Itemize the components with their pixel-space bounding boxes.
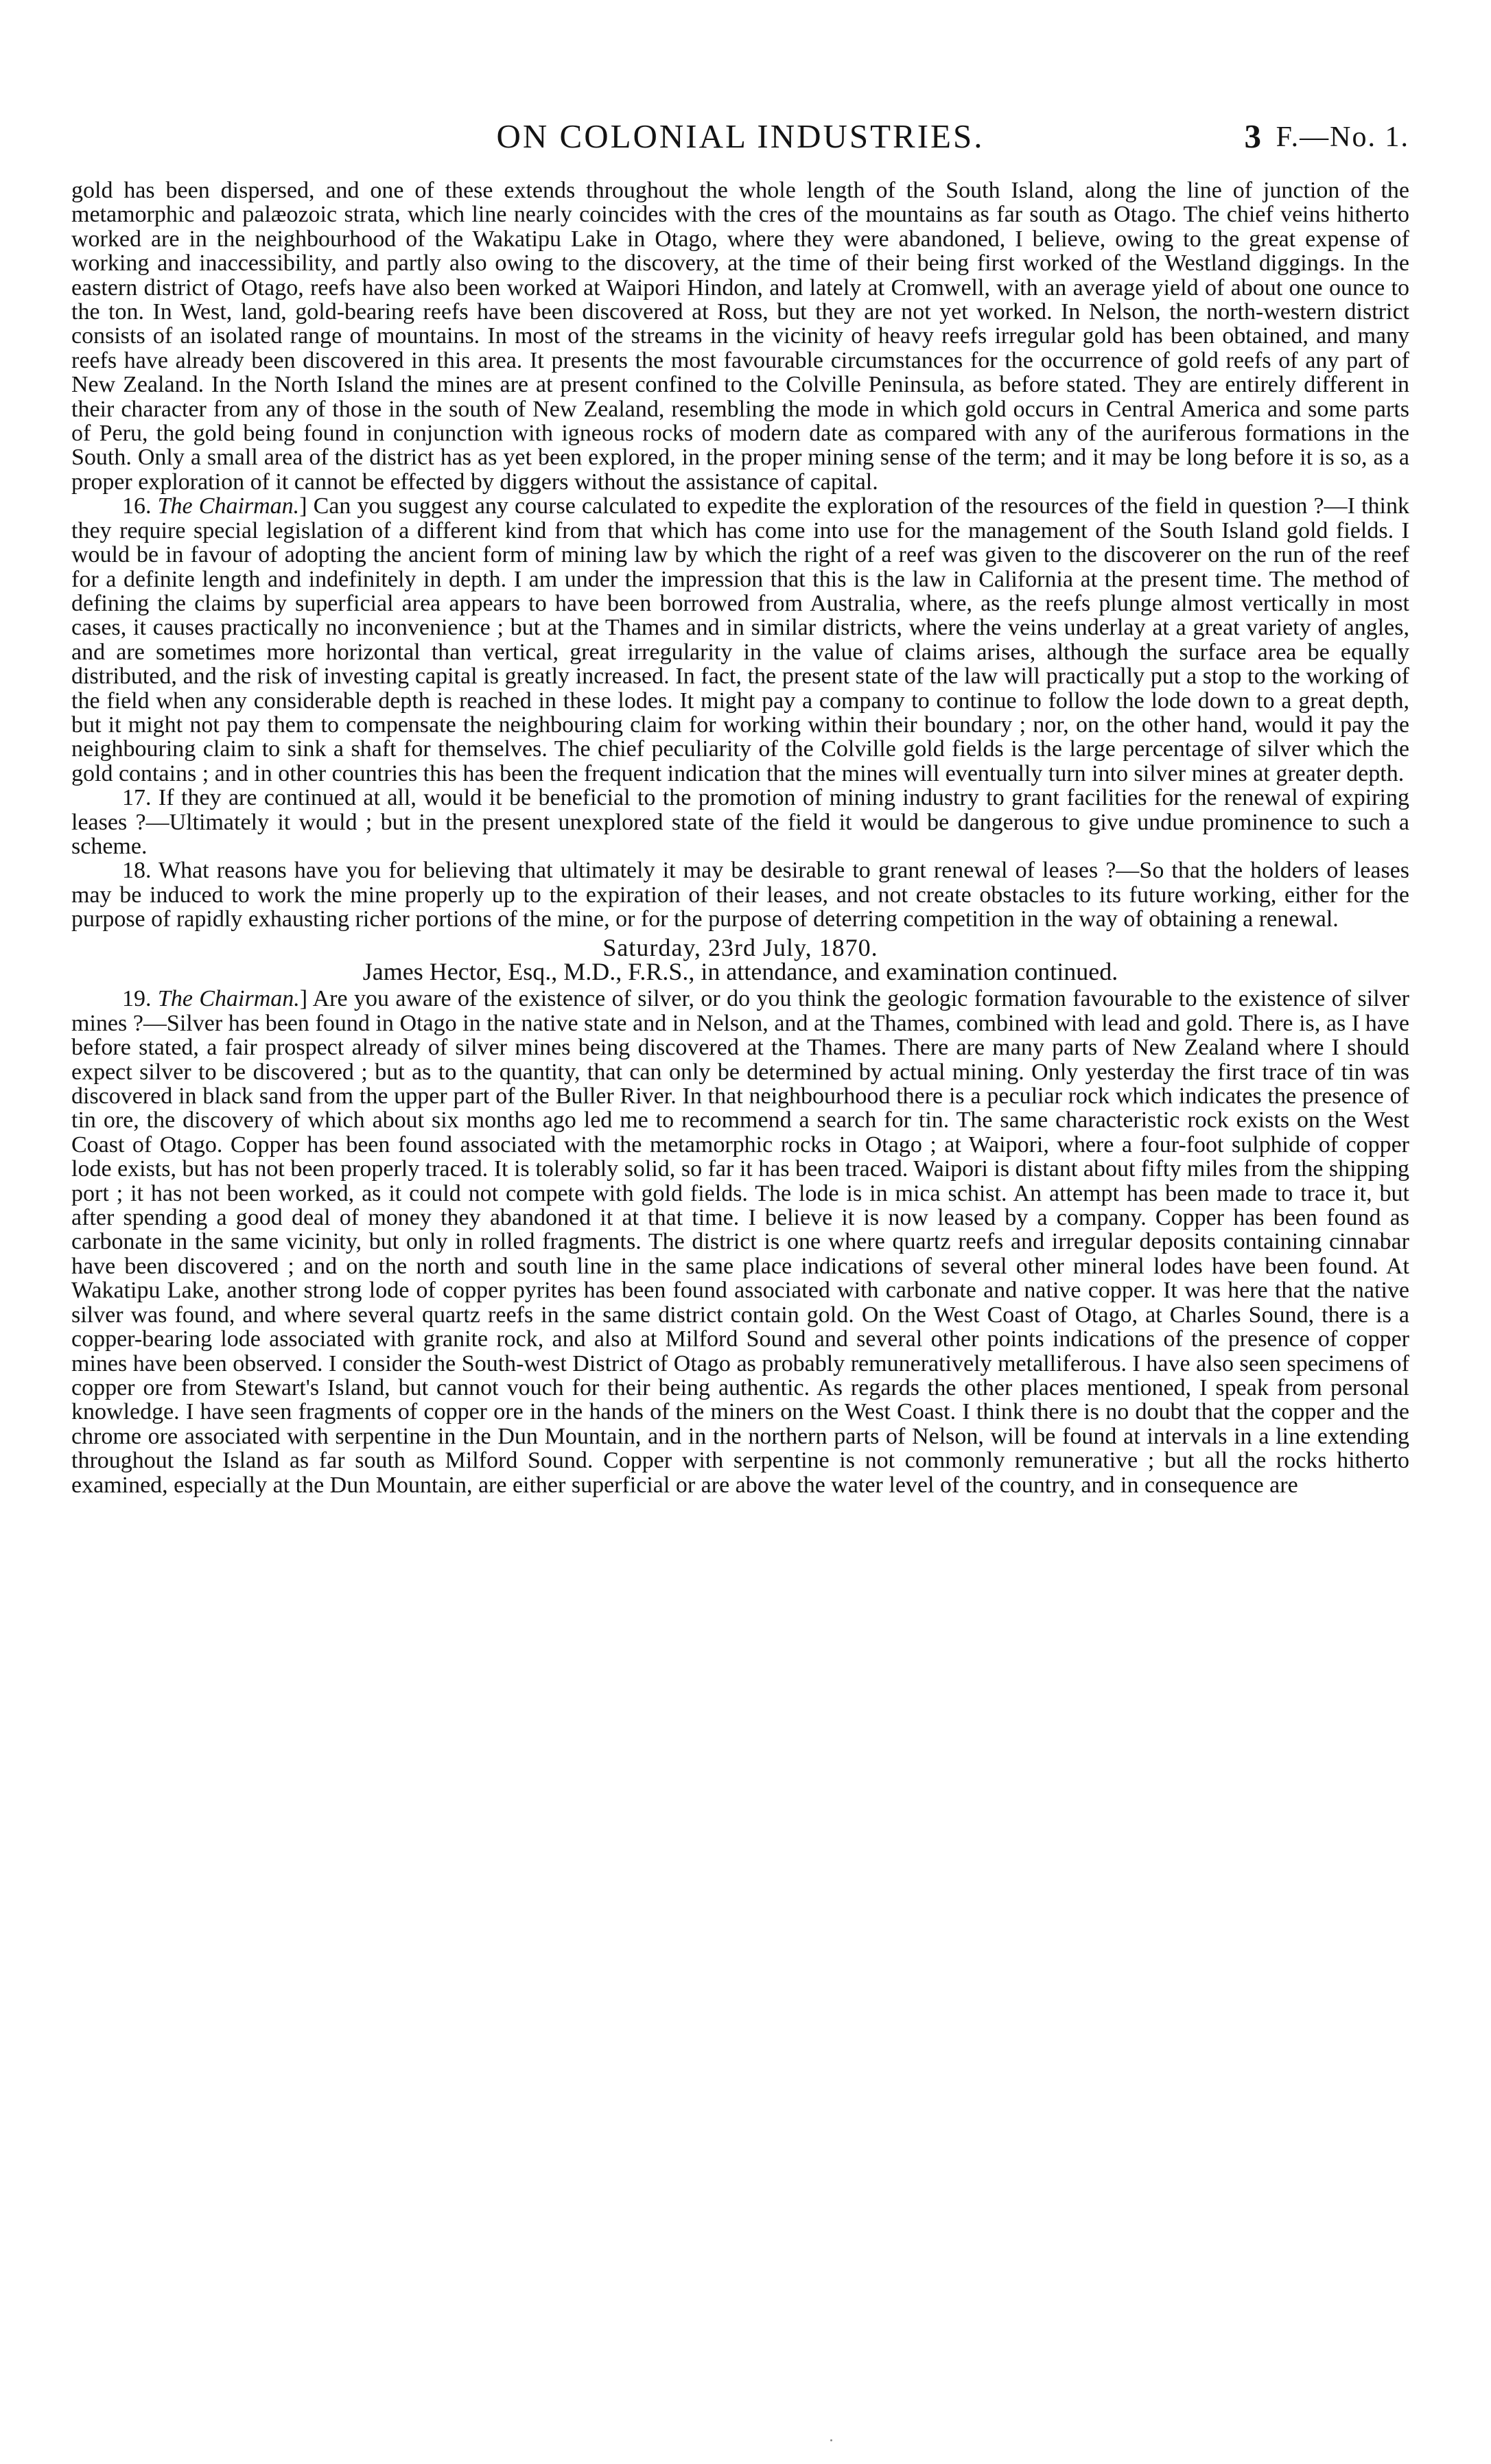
document-page: [71, 103, 1409, 1497]
date-heading: Saturday, 23rd July, 1870.: [602, 933, 878, 961]
scan-speck: [830, 2439, 832, 2441]
body-text: [71, 178, 1409, 1497]
running-header: [71, 103, 1409, 178]
question-number: 16.: [122, 493, 152, 519]
speaker-name: The Chairman.: [157, 986, 300, 1012]
page-number: 3: [1244, 117, 1261, 155]
attendance-line: James Hector, Esq., M.D., F.R.S., in attendance, and examination continued.: [362, 958, 1118, 985]
question-text: ] Can you suggest any course calculated to expedite the exploration of the resources of the field in question ?—I think they require special legislation of a different kind from that which has come into use for the management of the South Island gold fields. I would be in favour of adopting the ancient form of mining law by which the right of a reef was given to the discoverer on the run of the reef for a definite length and indefinitely in depth. I am under the impression that this is the law in California at the present time. The method of defining the claims by superficial area appears to have been borrowed from Australia, where, as the reefs plunge almost vertically in most cases, it causes practically no inconvenience ; but at the Thames and in similar districts, where the veins underlay at a great variety of angles, and are sometimes more horizontal than vertical, great irregularity in the value of claims arises, although the surface area be equally distributed, and the risk of investing capital is greatly increased. In fact, the present state of the law will practically put a stop to the working of the field when any considerable depth is reached in these lodes. It might pay a company to continue to follow the lode down to a great depth, but it might not pay them to compensate the neighbouring claim for working within their boundary ; nor, on the other hand, would it pay the neighbouring claim to sink a shaft for themselves. The chief peculiarity of the Colville gold fields is the large percentage of silver which the gold contains ; and in other countries this has been the frequent indication that the mines will eventually turn into silver mines at greater depth.: [71, 493, 1409, 786]
question-16: [71, 494, 1409, 786]
running-title: ON COLONIAL INDUSTRIES.: [496, 117, 985, 155]
document-reference: F.—No. 1.: [1276, 121, 1409, 153]
question-18: 18. What reasons have you for believing that ultimately it may be desirable to grant renewal of leases ?—So that the holders of leases may be induced to work the mine properly up to the expiration of their leases, and not create obstacles to its future working, either for the purpose of rapidly exhausting richer portions of the mine, or for the purpose of deterring competition in the way of obtaining a renewal.: [71, 858, 1409, 932]
question-text: ] Are you aware of the existence of silver, or do you think the geologic formation favourable to the existence of silver mines ?—Silver has been found in Otago in the native state and in Nelson, and at the Thames, combined with lead and gold. There is, as I have before stated, a fair prospect already of silver mines being discovered at the Thames. There are many parts of New Zealand where I should expect silver to be discovered ; but as to the quantity, that can only be determined by actual mining. Only yesterday the first trace of tin was discovered in black sand from the upper part of the Buller River. In that neighbourhood there is a peculiar rock which indicates the presence of tin ore, the discovery of which about six months ago led me to recommend a search for tin. The same characteristic rock exists on the West Coast of Otago. Copper has been found associated with the metamorphic rocks in Otago ; at Waipori, where a four-foot sulphide of copper lode exists, but has not been properly traced. It is tolerably solid, so far it has been traced. Waipori is distant about fifty miles from the shipping port ; it has not been worked, as it could not compete with gold fields. The lode is in mica schist. An attempt has been made to trace it, but after spending a good deal of money they abandoned it at that time. I believe it is now leased by a company. Copper has been found as carbonate in the same vicinity, but only in rolled fragments. The district is one where quartz reefs and irregular deposits containing cinnabar have been discovered ; and on the north and south line in the same place indications of several other mineral lodes have been found. At Wakatipu Lake, another strong lode of copper pyrites has been found associated with carbonate and native copper. It was here that the native silver was found, and where several quartz reefs in the same district contain gold. On the West Coast of Otago, at Charles Sound, there is a copper-bearing lode associated with granite rock, and also at Milford Sound and several other points indications of the presence of copper mines have been observed. I consider the South-west District of Otago as probably remuneratively metalliferous. I have also seen specimens of copper ore from Stewart's Island, but cannot vouch for their being authentic. As regards the other places mentioned, I speak from personal knowledge. I have seen fragments of copper ore in the hands of the miners on the West Coast. I think there is no doubt that the copper and the chrome ore associated with serpentine in the Dun Mountain, and in the northern parts of Nelson, will be found at intervals in a line extending throughout the Island as far south as Milford Sound. Copper with serpentine is not commonly remunerative ; but all the rocks hitherto examined, especially at the Dun Mountain, are either superficial or are above the water level of the country, and in consequence are: [71, 986, 1409, 1498]
question-17: 17. If they are continued at all, would it be beneficial to the promotion of mining industry to grant facilities for the renewal of expiring leases ?—Ultimately it would ; but in the present unexplored state of the field it would be dangerous to give undue prominence to such a scheme.: [71, 785, 1409, 859]
question-number: 19.: [122, 986, 152, 1012]
paragraph-continuation: gold has been dispersed, and one of these extends throughout the whole length of the South Island, along the line of junction of the metamorphic and palæozoic strata, which line nearly coincides with the cres of the mountains as far south as Otago. The chief veins hitherto worked are in the neighbourhood of the Wakatipu Lake in Otago, where they were abandoned, I believe, owing to the great expense of working and inaccessibility, and partly also owing to the discovery, at the time of their being first worked of the Westland diggings. In the eastern district of Otago, reefs have also been worked at Waipori Hindon, and lately at Cromwell, with an average yield of about one ounce to the ton. In West, land, gold-bearing reefs have been discovered at Ross, but they are not yet worked. In Nelson, the north-western district consists of an isolated range of mountains. In most of the streams in the vicinity of heavy reefs irregular gold has been obtained, and many reefs have already been discovered in this area. It presents the most favourable circumstances for the occurrence of gold reefs of any part of New Zealand. In the North Island the mines are at present confined to the Colville Peninsula, as before stated. They are entirely different in their character from any of those in the south of New Zealand, resembling the mode in which gold occurs in Central America and some parts of Peru, the gold being found in conjunction with igneous rocks of modern date as compared with any of the auriferous formations in the South. Only a small area of the district has as yet been explored, in the proper mining sense of the term; and it may be long before it is so, as a proper exploration of it cannot be effected by diggers without the assistance of capital.: [71, 178, 1409, 495]
question-19: [71, 987, 1409, 1497]
speaker-name: The Chairman.: [157, 493, 300, 519]
